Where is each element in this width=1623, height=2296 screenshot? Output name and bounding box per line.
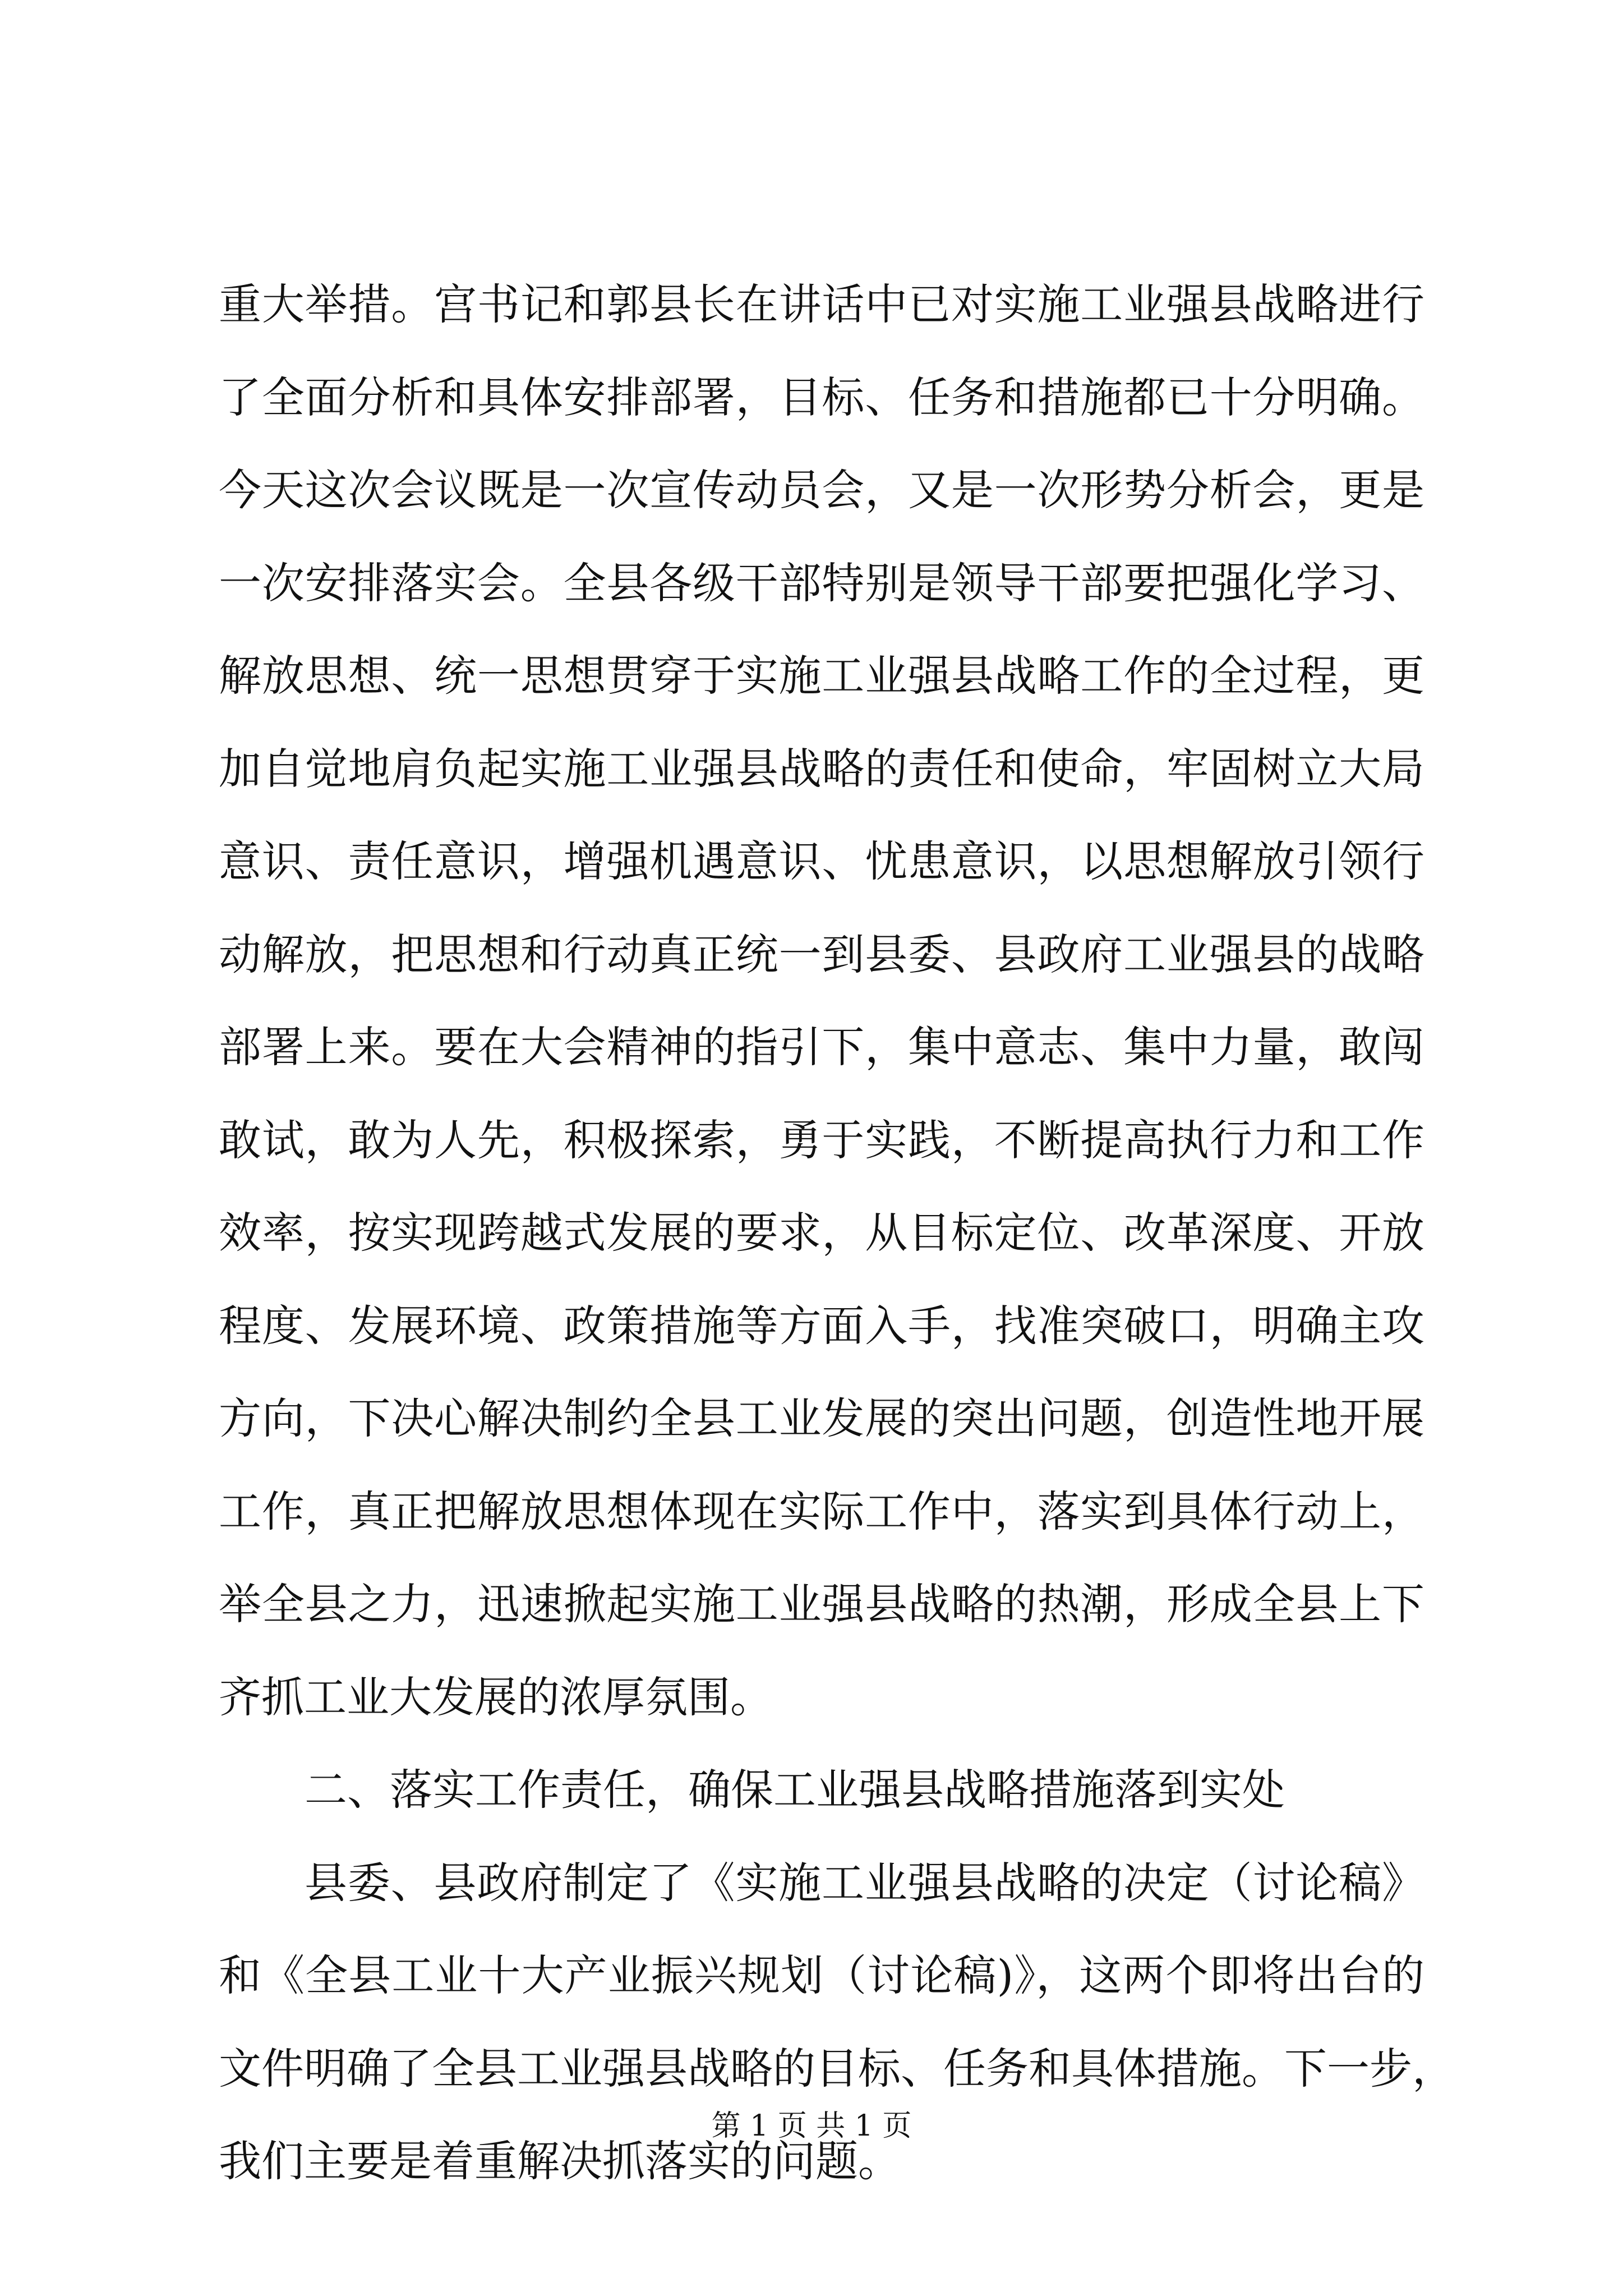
text-line: 了全面分析和具体安排部署，目标、任务和措施都已十分明确。 (219, 372, 1424, 422)
text-line: 程度、发展环境、政策措施等方面入手，找准突破口，明确主攻 (219, 1300, 1424, 1351)
text-line: 文件明确了全县工业强县战略的目标、任务和具体措施。下一步， (219, 2043, 1455, 2093)
body-text (219, 258, 1455, 2208)
text-line: 解放思想、统一思想贯穿于实施工业强县战略工作的全过程，更 (219, 651, 1424, 701)
text-line: 今天这次会议既是一次宣传动员会，又是一次形势分析会，更是 (219, 465, 1424, 515)
page-number: 第 1 页 共 1 页 (711, 2109, 912, 2143)
text-line: 重大举措。宫书记和郭县长在讲话中已对实施工业强县战略进行 (219, 279, 1424, 329)
text-line: 部署上来。要在大会精神的指引下，集中意志、集中力量，敢闯 (219, 1022, 1424, 1072)
text-line: 县委、县政府制定了《实施工业强县战略的决定（讨论稿》 (305, 1857, 1424, 1908)
text-line: 加自觉地肩负起实施工业强县战略的责任和使命，牢固树立大局 (219, 743, 1424, 794)
text-line: 工作，真正把解放思想体现在实际工作中，落实到具体行动上， (219, 1486, 1424, 1536)
page-footer (0, 2106, 1623, 2146)
text-line: 举全县之力，迅速掀起实施工业强县战略的热潮，形成全县上下 (219, 1579, 1424, 1629)
text-line: 一次安排落实会。全县各级干部特别是领导干部要把强化学习、 (219, 558, 1424, 608)
text-line: 敢试，敢为人先，积极探索，勇于实践，不断提高执行力和工作 (219, 1115, 1424, 1165)
text-line: 动解放，把思想和行动真正统一到县委、县政府工业强县的战略 (219, 929, 1424, 979)
text-line: 齐抓工业大发展的浓厚氛围。 (219, 1672, 773, 1722)
section-heading: 二、落实工作责任，确保工业强县战略措施落到实处 (305, 1765, 1285, 1815)
text-line: 我们主要是着重解决抓落实的问题。 (219, 2136, 901, 2186)
text-line: 和《全县工业十大产业振兴规划（讨论稿)》，这两个即将出台的 (219, 1950, 1424, 2000)
text-line: 效率，按实现跨越式发展的要求，从目标定位、改革深度、开放 (219, 1208, 1424, 1258)
text-line: 意识、责任意识，增强机遇意识、忧患意识，以思想解放引领行 (219, 836, 1424, 886)
text-line: 方向，下决心解决制约全县工业发展的突出问题，创造性地开展 (219, 1393, 1424, 1443)
